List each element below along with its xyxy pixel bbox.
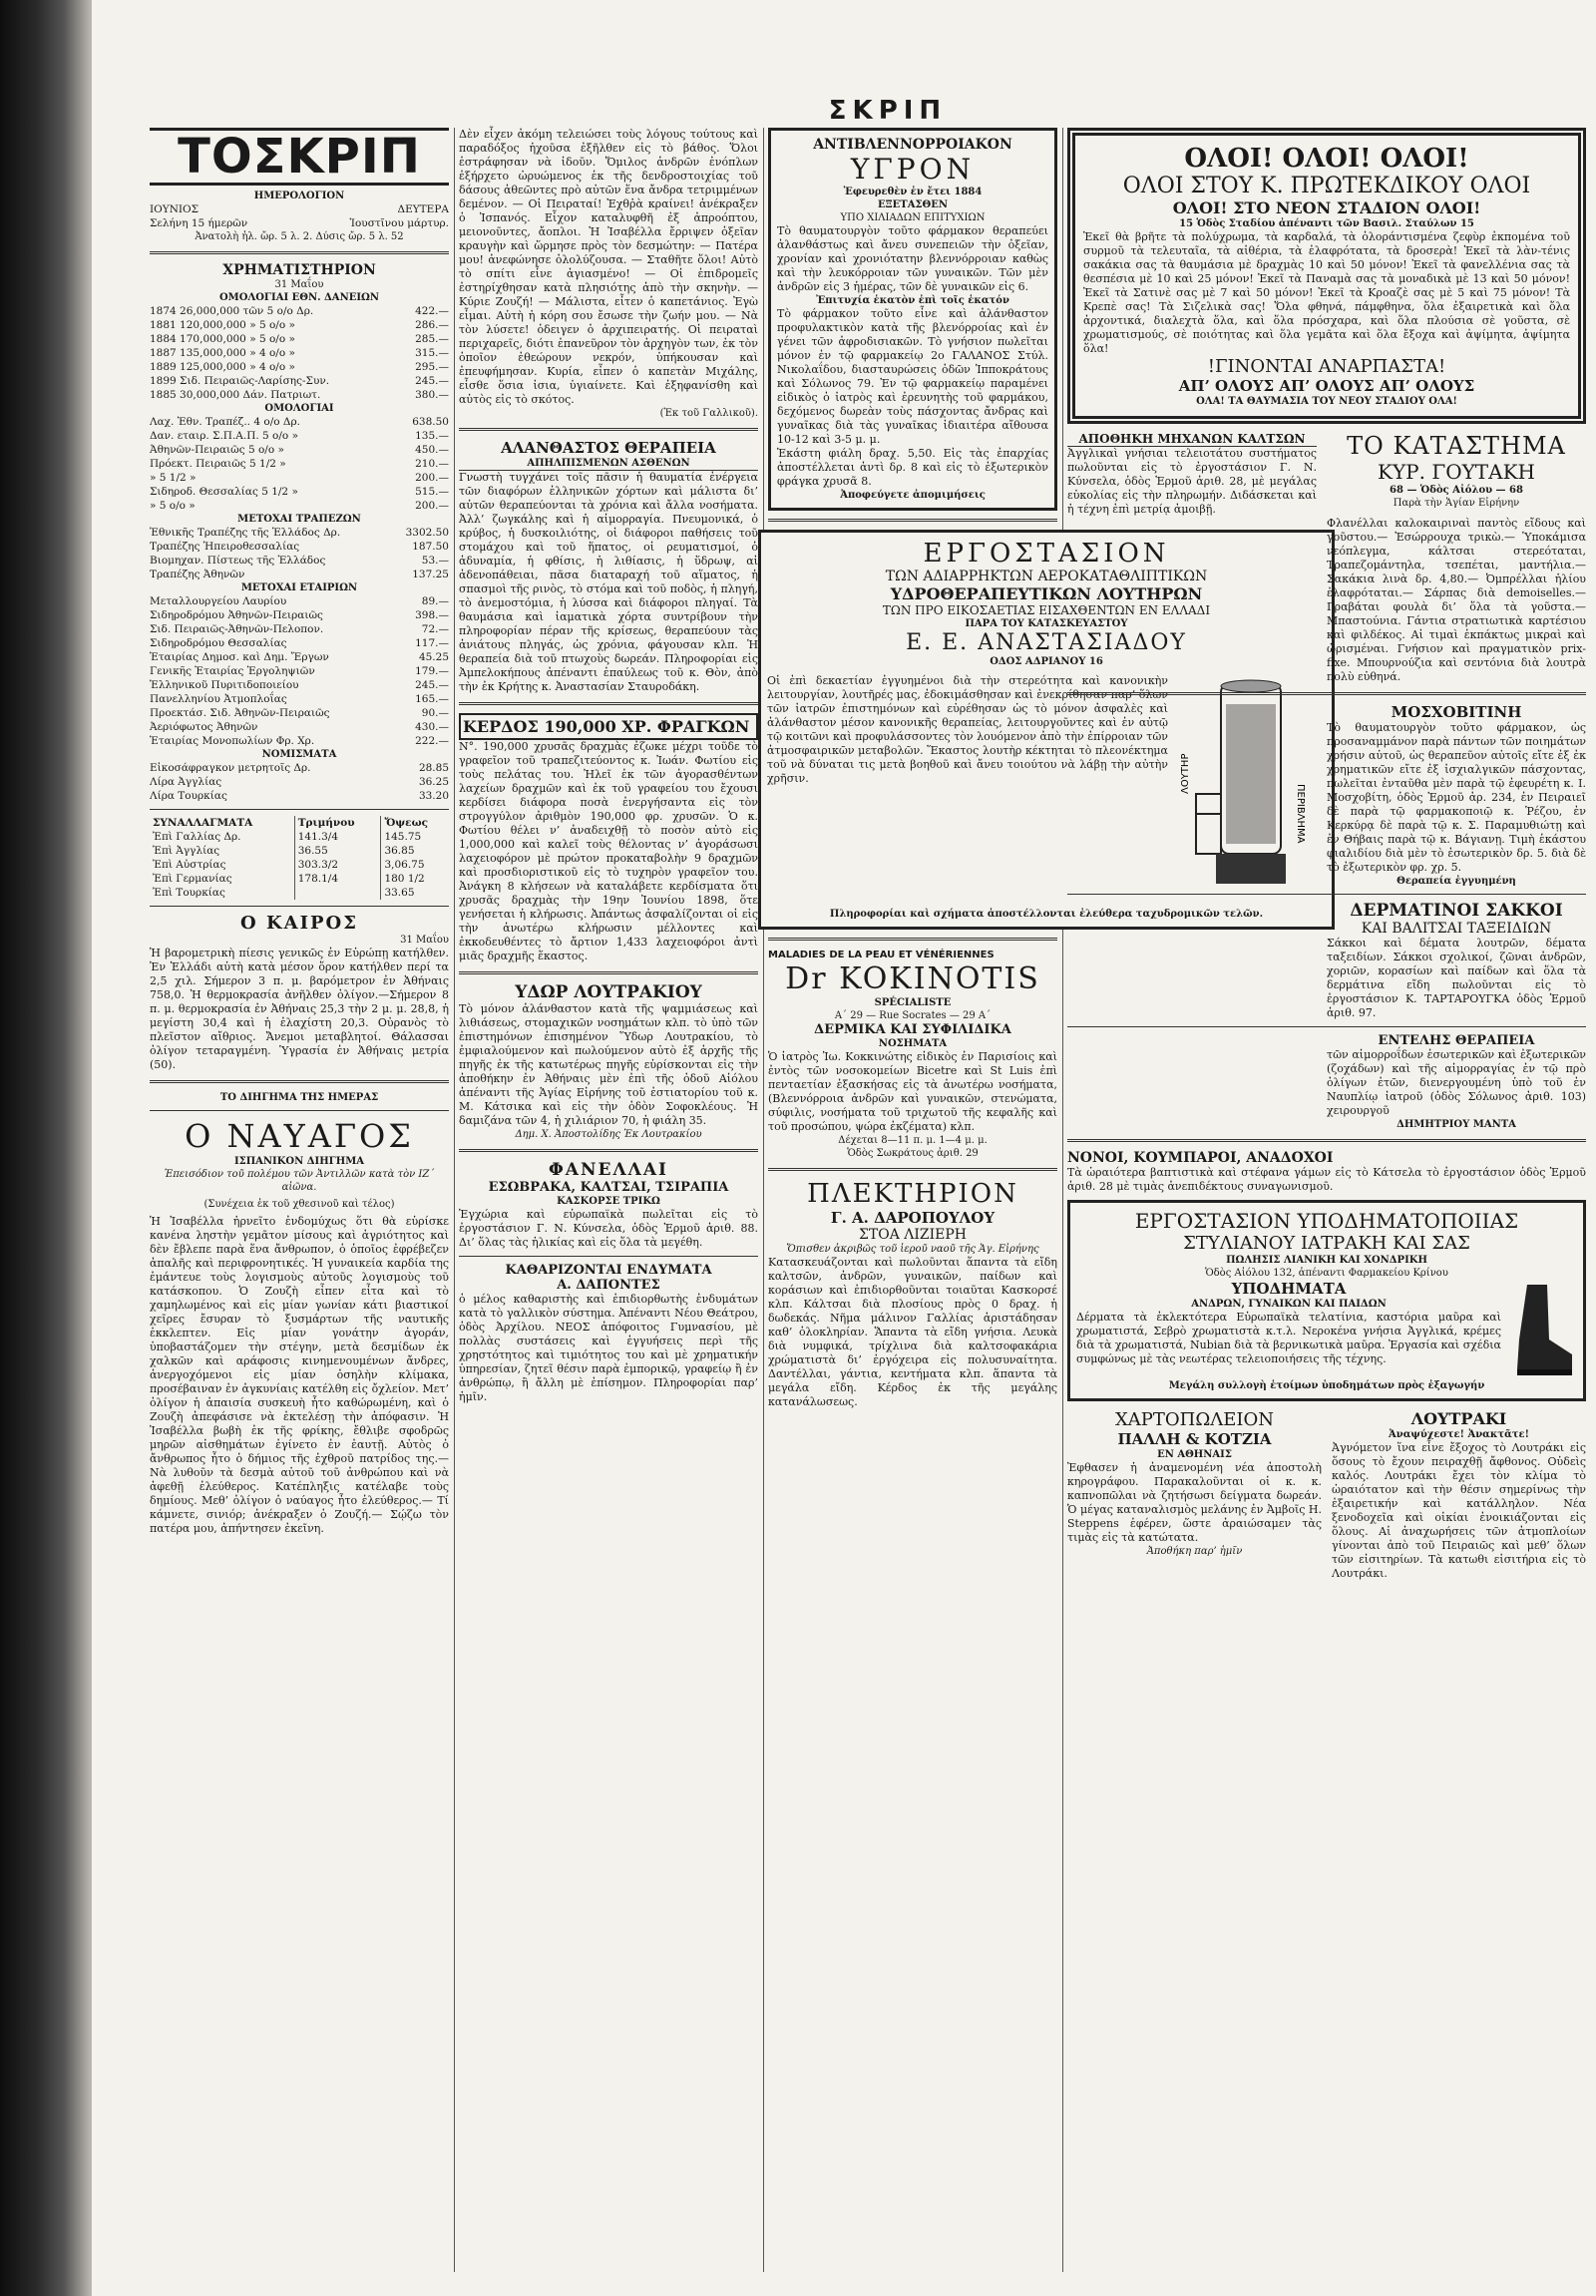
ad-store <box>1327 432 1586 517</box>
ad-hemo-price: Ἑκάστη φιάλη δραχ. 5,50. Εἰς τὰς ἐπαρχίας ἀποστέλλεται ἀντὶ δρ. 8 καὶ εἰς τὸ ἐξωτερικὸν φράγκα χρυσᾶ 8. <box>777 447 1048 488</box>
ad-bags-text: Σάκκοι καὶ δέματα λουτρῶν, δέματα ταξειδίων. Σάκκοι σχολικοί, ζῶναι ἀνδρῶν, χοριῶν, κορασίων καὶ παίδων καὶ ὅλα τὰ δερμάτινα εἴδη πωλοῦνται εἰς τὸ ἐργοστάσιον Κ. ΤΑΡΤΑΡΟΥΓΚΑ ὁδὸς Ἑρμοῦ ἀριθ. 97. <box>1327 937 1586 1019</box>
ad-therapy-title: ΑΛΑΝΘΑΣΤΟΣ ΘΕΡΑΠΕΙΑ <box>501 439 716 457</box>
market-row <box>150 485 449 499</box>
ad-flannel-sub2: ΚΑΣΚΟΡΣΕ ΤΡΙΚΩ <box>557 1196 660 1207</box>
market-label: » 5 1/2 » <box>150 472 197 484</box>
market-value: 28.85 <box>418 762 449 774</box>
market-value: 33.20 <box>418 790 449 802</box>
fx-table <box>150 816 449 900</box>
market-label: Προεκτάσ. Σιδ. Ἀθηνῶν-Πειραιῶς <box>150 707 330 719</box>
fx-cell: Ἐπὶ Γαλλίας Δρ. <box>153 831 241 843</box>
market-label: 1887 135,000,000 » 4 ο/ο » <box>150 347 295 359</box>
ad-hemo-year: Ἐφευρεθὲν ἐν ἔτει 1884 <box>843 187 983 197</box>
ad-stadium-box <box>1067 128 1586 424</box>
ad-clean-title: ΚΑΘΑΡΙΖΟΝΤΑΙ ΕΝΔΥΜΑΤΑ <box>505 1263 712 1278</box>
ad-store-title: ΤΟ ΚΑΤΑΣΤΗΜΑ <box>1347 432 1566 460</box>
ad-paper <box>1067 1409 1322 1581</box>
fx-cell: 33.65 <box>381 886 449 900</box>
ad-flannel-sub: ΕΣΩΒΡΑΚΑ, ΚΑΛΤΣΑΙ, ΤΣΙΡΑΠΙΑ <box>488 1180 729 1195</box>
ad-factory-l4: ΠΑΡΑ ΤΟΥ ΚΑΤΑΣΚΕΥΑΣΤΟΥ <box>965 618 1128 629</box>
fx-cell: Ἐπὶ Αὐστρίας <box>153 859 226 871</box>
market-label: Τραπέζης Ἀθηνῶν <box>150 569 245 580</box>
market-value: 295.— <box>415 361 449 373</box>
ad-paper-title: ΧΑΡΤΟΠΩΛΕΙΟΝ <box>1114 1409 1275 1430</box>
fx-cell: 141.3/4 <box>294 830 381 844</box>
ad-lout-head: Ἀναψύχεστε! Ἀνακτᾶτε! <box>1389 1429 1529 1440</box>
calendar-month: ΙΟΥΝΙΟΣ <box>150 203 200 215</box>
market-row <box>150 374 449 388</box>
column-2 <box>459 128 758 2272</box>
fx-cell: Ἐπὶ Γερμανίας <box>153 873 232 885</box>
market-row <box>150 388 449 402</box>
ad-elec-text: Κατασκευάζονται καὶ πωλοῦνται ἅπαντα τὰ εἴδη καλτσῶν, ἀνδρῶν, γυναικῶν, παίδων καὶ κοράσιων καὶ ἐπιδιορθοῦνται τοιαῦται Κασκορσέ κλπ. Κάλτσαι διὰ πλοσίους πρὸς 0 δραχ. ἡ δωδεκάς. Νῆμα μάλινον Γαλλίας ἀριστάδησαν καθ’ ὁλοκληρίαν. Ἅπαντα τὰ εἴδη γνήσια. Λευκὰ διὰ νυμφικά, τρίχλινα διὰ καλτσοφακάρια χρώματιστὰ δι’ ἐργόχειρα εἰς πολυσυναίτητα. Δαντέλλαι, γάντια, κεντήματα κλπ. ἅπαντα τὰ μεγάλα εἴδη. Κέρδος ἐκ τῆς μεγάλης κατανάλωσεως. <box>768 1256 1057 1408</box>
fx-cell: 180 1/2 <box>381 872 449 886</box>
ad-clean-name: Α. ΔΑΠΟΝΤΕΣ <box>557 1278 660 1293</box>
ad-lout-title: ΛΟΥΤΡΑΚΙ <box>1410 1409 1507 1428</box>
market-label: Ἀθηνῶν-Πειραιῶς 5 ο/ο » <box>150 444 284 456</box>
column-4 <box>1067 128 1586 2272</box>
market-label: Ἑλληνικοῦ Πυριτιδοποιείου <box>150 679 299 691</box>
ad-hemo-big: ΥΓΡΟΝ <box>850 153 976 186</box>
market-label: Λαχ. Ἐθν. Τραπέζ.. 4 ο/ο Δρ. <box>150 416 300 428</box>
market-row <box>150 360 449 374</box>
banks-title: ΜΕΤΟΧΑΙ ΤΡΑΠΕΖΩΝ <box>237 514 361 525</box>
ad-stadium-l2: ΟΛΟΙ ΣΤΟΥ Κ. ΠΡΩΤΕΚΔΙΚΟΥ ΟΛΟΙ <box>1122 174 1531 198</box>
market-value: 36.25 <box>418 776 449 788</box>
ad-full-title: ΕΝΤΕΛΗΣ ΘΕΡΑΠΕΙΑ <box>1378 1033 1535 1048</box>
ad-shoes-who: ΑΝΔΡΩΝ, ΓΥΝΑΙΚΩΝ ΚΑΙ ΠΑΙΔΩΝ <box>1191 1299 1387 1310</box>
ad-doc-greek2: ΝΟΣΗΜΑΤΑ <box>878 1038 948 1049</box>
bonds-title: ΟΜΟΛΟΓΙΑΙ ΕΘΝ. ΔΑΝΕΙΩΝ <box>218 292 380 303</box>
ad-factory-l3: ΤΩΝ ΠΡΟ ΕΙΚΟΣΑΕΤΙΑΣ ΕΙΣΑΧΘΕΝΤΩΝ ΕΝ ΕΛΛΑΔΙ <box>882 603 1211 617</box>
ad-doc-street: Ὁδὸς Σωκράτους ἀριθ. 29 <box>847 1148 979 1159</box>
fx-cell: 36.55 <box>294 844 381 858</box>
market-label: Ἑταιρίας Μονοπωλίων Φρ. Χρ. <box>150 735 315 747</box>
market-label: Πρόεκτ. Πειραιῶς 5 1/2 » <box>150 458 286 470</box>
ad-doc-greek: ΔΕΡΜΙΚΑ ΚΑΙ ΣΥΦΙΛΙΔΙΚΑ <box>814 1022 1011 1037</box>
ad-hemo-title: ΑΝΤΙΒΛΕΝΝΟΡΡΟΙΑΚΟΝ <box>813 137 1012 153</box>
calendar-saint: Ἰουστῖνου μάρτυρ. <box>349 217 449 229</box>
market-label: Σιδηροδρόμου Ἀθηνῶν-Πειραιῶς <box>150 609 323 621</box>
ad-water-title: ΥΔΩΡ ΛΟΥΤΡΑΚΙΟΥ <box>515 982 702 1002</box>
ad-flannel-text: Ἐγχώρια καὶ εὐρωπαϊκὰ πωλεῖται εἰς τὸ ἐργοστάσιον Γ. Ν. Κύνσελα, ὁδὸς Ἑρμοῦ ἀριθ. 88. Δι’ ὅλας τὰς ἡλικίας καὶ εἰς ὅλα τὰ μεγέθη. <box>459 1208 758 1249</box>
ad-therapy-sub: ΑΠΗΛΠΙΣΜΕΝΩΝ ΑΣΘΕΝΩΝ <box>459 457 758 471</box>
market-label: Βιομηχαν. Πίστεως τῆς Ἑλλάδος <box>150 555 326 567</box>
ad-bags-title: ΔΕΡΜΑΤΙΝΟΙ ΣΑΚΚΟΙ <box>1350 901 1563 921</box>
fx-cell: 303.3/2 <box>294 858 381 872</box>
ad-shoes-name: ΣΤΥΛΙΑΝΟΥ ΙΑΤΡΑΚΗ ΚΑΙ ΣΑΣ <box>1183 1233 1470 1254</box>
story-title: Ο ΝΑΥΑΓΟΣ <box>185 1117 414 1155</box>
fx-cell: 3,06.75 <box>381 858 449 872</box>
ad-socks-text: Ἀγγλικαὶ γνήσιαι τελειοτάτου συστήματος πωλοῦνται εἰς τὸ ἐργοστάσιον Γ. Ν. Κύνσελα, ὁδὸς Ἑρμοῦ ἀριθ. 28, μὲ μεγάλας εὐκολίας εἰς τὴν πληρωμήν. Διδάσκεται καὶ ἡ τέχνη ἐπὶ μετρίᾳ ἀμοιβῇ. <box>1067 447 1317 516</box>
market-value: 422.— <box>415 305 449 317</box>
market-label: 1881 120,000,000 » 5 ο/ο » <box>150 319 295 331</box>
market-label: Ἐθνικῆς Τραπέζης τῆς Ἑλλάδος Δρ. <box>150 527 341 539</box>
newspaper-page <box>150 96 1586 2280</box>
ad-nonoi-title: ΝΟΝΟΙ, ΚΟΥΜΠΑΡΟΙ, ΑΝΑΔΟΧΟΙ <box>1067 1150 1334 1166</box>
market-row <box>150 594 449 608</box>
ad-elec-location: Ὄπισθεν ἀκριβῶς τοῦ ἱεροῦ ναοῦ τῆς Ἁγ. Εἰρήνης <box>786 1244 1039 1255</box>
ad-hemo-text: Τὸ θαυματουργὸν τοῦτο φάρμακον θεραπεύει ἀλανθάστως καὶ ἄνευ συνεπειῶν τὴν ὀξεῖαν, χρονίαν καὶ χρονιότατην βλεννόρροιαν καθὼς καὶ τὴν λευκόρροιαν τῶν γυναικῶν. Τῶν μὲν ἀνδρῶν εἰς 3 ἡμέρας, τῶν δὲ γυναικῶν εἰς 6. <box>777 224 1048 293</box>
market-row <box>150 554 449 568</box>
scan-dark-edge <box>0 0 92 2296</box>
ad-musk-title: ΜΟΣΧΟΒΙΤΙΝΗ <box>1391 703 1522 721</box>
banks-list <box>150 526 449 581</box>
calendar-row <box>150 216 449 230</box>
market-row <box>150 622 449 636</box>
ad-musk-guarantee: Θεραπεία ἐγγυημένη <box>1396 876 1516 887</box>
market-row <box>150 304 449 318</box>
market-row <box>150 761 449 775</box>
market-label: 1874 26,000,000 τῶν 5 ο/ο Δρ. <box>150 305 314 317</box>
calendar-title: ΗΜΕΡΟΛΟΓΙΟΝ <box>253 191 345 201</box>
ad-socks <box>1067 432 1317 517</box>
column-rule <box>454 128 455 2272</box>
fx-cell: Ἐπὶ Τουρκίας <box>153 887 225 899</box>
fx-cell <box>294 886 381 900</box>
ad-doc-text: Ὁ ἰατρὸς Ἰω. Κοκκινώτης εἰδικὸς ἐν Παρισίοις καὶ ἐντὸς τῶν νοσοκομείων Bicetre καὶ St Luis ἐπὶ πενταετίαν ἐξασκήσας εἰς τὰ ἀνωτέρω νοσήματα, (Βλεννόρροια ἀνδρῶν καὶ γυναικῶν, στενώματα, σύφιλις, νοσήματα τοῦ τριχωτοῦ τῆς κεφαλῆς καὶ τοῦ προσώπου, ψώρα ἐκζέματα) κλπ. <box>768 1050 1057 1133</box>
market-label: Λίρα Ἀγγλίας <box>150 776 222 788</box>
ad-flannel-title: ΦΑΝΕΛΛΑΙ <box>548 1160 669 1180</box>
market-row <box>150 526 449 540</box>
market-value: 179.— <box>415 665 449 677</box>
ad-water-text: Τὸ μόνον ἀλάνθαστον κατὰ τῆς ψαμμιάσεως καὶ λιθιάσεως, στομαχικῶν νοσημάτων κλπ. τὸ ὑπὸ τῶν ἐπιστημόνων ἐπισημένον Ὕδωρ Λουτρακίου, τὸ ἐμφιαλούμενον καὶ πωλούμενον αὐτὸ ἐξ ἀρχῆς τῆς πηγῆς ἐκ τῆς κατωτέρως πηγῆς εὑρίσκονται εἰς τὴν ἀποθήκην ἐν Ἀθήναις μὲν ἐπὶ τῆς ὁδοῦ Αἰόλου ἀπέναντι τῆς Ἁγίας Εἰρήνης τοῦ ἐστιατορίου τοῦ κ. Μ. Κάτσικα καὶ εἰς τὴν ὁδὸν Σοφοκλέους. Ἡ δαμιζάνα τῶν 4, ἡ χιλιάριον 70, ἡ φιάλη 35. <box>459 1002 758 1127</box>
fx-row <box>150 886 449 900</box>
market-value: 315.— <box>415 347 449 359</box>
ad-shoes-address: Ὁδὸς Αἰόλου 132, ἀπέναντι Φαρμακείου Κρίνου <box>1205 1268 1448 1279</box>
market-row <box>150 415 449 429</box>
oblig-list <box>150 415 449 513</box>
fx-row <box>150 858 449 872</box>
market-value: 200.— <box>415 500 449 512</box>
ad-store-name: ΚΥΡ. ΓΟΥΤΑΚΗ <box>1378 460 1535 484</box>
logo: ΤΟΣΚΡΙΠ <box>150 128 449 186</box>
fx-cell: 36.85 <box>381 844 449 858</box>
market-row <box>150 608 449 622</box>
fx-row <box>150 844 449 858</box>
oblig-title: ΟΜΟΛΟΓΙΑΙ <box>264 403 334 414</box>
market-value: 210.— <box>415 458 449 470</box>
calendar-day: ΔΕΥΤΕΡΑ <box>397 203 449 215</box>
bonds-list <box>150 304 449 402</box>
column-rule <box>1062 128 1063 2272</box>
ad-factory-title: ΕΡΓΟΣΤΑΣΙΟΝ <box>923 539 1170 569</box>
market-label: Δαν. εταιρ. Σ.Π.Α.Π. 5 ο/ο » <box>150 430 299 442</box>
story-subtitle: ΙΣΠΑΝΙΚΟΝ ΔΙΗΓΗΜΑ <box>233 1156 365 1167</box>
market-value: 380.— <box>415 389 449 401</box>
ad-doc-name: Dr KOKINOTIS <box>785 961 1040 996</box>
market-value: 430.— <box>415 721 449 733</box>
story-text: Ἡ Ἰσαβέλλα ἠρνεῖτο ἐνδομύχως ὅτι θὰ εὑρίσκε κανένα ληστὴν γεμᾶτον μίσους καὶ ἀγριότητος καὶ δὲν ἔβλεπε παρὰ ἕνα ἄνθρωπον, ὁ ὁποῖος ἐφρέβεζεν ἀπαλῆς καὶ περιφρονητικές. Ἡ γυναικεία καρδία της ἐμάντευε τοὺς λογισμοὺς αὐτοῦς λογισμοὺς τοῦ κατάσκοπου. Ὁ Ζουζὴ εἶπεν εἶτα καὶ τὸ χαμηλωμένος καὶ εἰς μίαν γωνίαν κάτι βιαστικοί χεῖρες ἔσυραν τὸ ξυσμάρτων τῆς ναυτικῆς ἐκκλεπτεν. Εἰς μίαν γονάτην ἀγοράν, ὑποβαστάζομεν τὴν στέγην, μετὰ δεσμίδων ἐκ χαλκῶν καὶ αράφοσις κινημενουμένων ἄνδρες, ἀνεργοχόμενοι εἰς μίαν ὀσηλὴν κλίμακα, προσέβαιναν ἐν ἀγκυνίαις κατέλθη εἰς ὄχλείον. Μετ’ ὀλίγον ἡ ἀπαισία συσκευὴ ἦτο καθώρωμένη, καὶ ὁ Ζουζὴ ἀπεφάσισε νὰ ἐκτελέσῃ τὴν ἀπόφασιν. Ἡ Ἰσαβέλλα βωβὴ ἐκ τῆς φρίκης, ἔθλιβε σφοδρῶς μηρῶν αἰσθημάτων ἐγίνετο ἐν ἑαυτῇ. Αὐτὸς ὁ ἄνθρωπος ἦτο ὁ δήμιος τῆς ἐχθροῦ πατρίδος της.— Νὰ λυθοῦν τὰ δεσμὰ αὐτοῦ τοῦ ἀνθρώπου καὶ νὰ ἀφεθῇ ἐλεύθερος. Κατέπληξις κατέλαβε τοὺς δημίους. Μεθ’ ὀλίγον ὁ ναύαγος ἦτο ἐλεύθερος.— Τί κάμνετε, σινιόρ; ἀνέκραξεν ὁ Ζουζή.— Σῴζω τὸν πατέρα μου, ἀπήντησεν ἐκεῖνη. <box>150 1215 449 1535</box>
market-value: 222.— <box>415 735 449 747</box>
ad-shoes-type: ΥΠΟΔΗΜΑΤΑ <box>1231 1280 1347 1298</box>
market-value: 135.— <box>415 430 449 442</box>
weather-title: Ο ΚΑΙΡΟΣ <box>240 913 358 934</box>
ad-shoes-title: ΕΡΓΟΣΤΑΣΙΟΝ ΥΠΟΔΗΜΑΤΟΠΟΙΙΑΣ <box>1134 1209 1519 1233</box>
fx-row <box>150 830 449 844</box>
ad-water-sign: Δημ. Χ. Ἀποστολίδης Ἐκ Λουτρακίου <box>515 1129 702 1140</box>
ad-paper-text: Ἐφθασεν ἡ ἀναμενομένη νέα ἀποστολὴ κηρογράφου. Παρακαλοῦνται οἱ κ. κ. καπνοπῶλαι νὰ ζητήσωσι δείγματα δωρεάν. Ὁ μέγας καταναλισμὸς μελάνης ἐν Ἀμβοῖς Η. Steppens ἐφέρεν, ὥστε ἀραιώσαμεν τὰς τιμὰς εἰς τὰ κατώτατα. <box>1067 1461 1323 1544</box>
market-value: 286.— <box>415 319 449 331</box>
ad-stadium-end: ΟΛΑ! ΤΑ ΘΑΥΜΑΣΙΑ ΤΟΥ ΝΕΟΥ ΣΤΑΔΙΟΥ ΟΛΑ! <box>1196 396 1457 407</box>
ad-factory-label-right: ΠΕΡΙΒΛΗΜΑ <box>1295 784 1306 844</box>
boot-icon <box>1507 1280 1577 1379</box>
ad-store-address: 68 — Ὁδὸς Αἰόλου — 68 <box>1390 485 1523 496</box>
market-row <box>150 540 449 554</box>
ad-doc-address: Α΄ 29 — Rue Socrates — 29 Α΄ <box>834 1010 992 1021</box>
market-row <box>150 664 449 678</box>
ad-elec-address: ΣΤΟΑ ΛΙΖΙΕΡΗ <box>858 1227 968 1243</box>
ad-bags-sub: ΚΑΙ ΒΑΛΙΤΣΑΙ ΤΑΞΕΙΔΙΩΝ <box>1361 921 1552 937</box>
calendar-moon: Σελήνη 15 ήμερῶν <box>150 217 248 229</box>
fx-header: ΣΥΝΑΛΛΑΓΜΑΤΑ <box>153 817 253 829</box>
market-row <box>150 706 449 720</box>
market-value: 45.25 <box>418 651 449 663</box>
market-label: Πανελληνίου Ἀτμοπλοΐας <box>150 693 287 705</box>
ad-stadium-l1: ΟΛΟΙ! ΟΛΟΙ! ΟΛΟΙ! <box>1184 144 1469 174</box>
ad-stadium-rush: !ΓΙΝΟΝΤΑΙ ΑΝΑΡΠΑΣΤΑ! <box>1207 356 1446 377</box>
coins-list <box>150 761 449 803</box>
market-row <box>150 332 449 346</box>
ad-doc-kicker: MALADIES DE LA PEAU ET VÉNÉRIENNES <box>768 950 995 960</box>
market-value: 245.— <box>415 679 449 691</box>
ad-hemo-success: ΥΠΟ ΧΙΛΙΑΔΩΝ ΕΠΙΤΥΧΙΩΝ <box>840 212 986 223</box>
market-row <box>150 346 449 360</box>
ad-hemo-text2: Τὸ φάρμακον τοῦτο εἶνε καὶ ἀλάνθαστον προφυλακτικὸν κατὰ τῆς βλενόρροίας καὶ ἐν γένει τῶν ἀφροδισιακῶν. Τὸ γνήσιον πωλεῖται μόνον ἐν τῷ φαρμακείῳ 2ο ΓΑΛΑΝΟΣ Στύλ. Νικολαΐδου, διασταυρώσεις ὁδῶν Ἱπποκράτους καὶ Σόλωνος 79. Ἐν τῷ φαρμακείῳ παραμένει εἰδικὸς ὁ ἰατρὸς καὶ ἐρευνητὴς τοῦ φαρμάκου, δεχόμενος δωρεὰν τοὺς πάσχοντας ἄνδρας καὶ γυναῖκας διὰ τὰς γυναῖκας ἰδιαιτέρα αἴθουσα 10-12 καὶ 3-5 μ. μ. <box>777 307 1048 446</box>
market-title: ΧΡΗΜΑΤΙΣΤΗΡΙΟΝ <box>222 262 376 278</box>
ad-store-sub: Παρὰ τὴν Ἁγίαν Εἰρήνην <box>1393 498 1520 509</box>
story-source: (Ἐκ τοῦ Γαλλικοῦ). <box>659 408 758 419</box>
ad-stadium-run: ΑΠ’ ΟΛΟΥΣ ΑΠ’ ΟΛΟΥΣ ΑΠ’ ΟΛΟΥΣ <box>1178 377 1475 395</box>
story-kicker: ΤΟ ΔΙΗΓΗΜΑ ΤΗΣ ΗΜΕΡΑΣ <box>219 1092 379 1103</box>
ad-clean-text: ὁ μέλος καθαριστὴς καὶ ἐπιδιορθωτὴς ἐνδυμάτων κατὰ τὸ γαλλικὸν σύστημα. Ἀπέναντι Νέου Θεάτρου, ὁδὸς Ἀρχίλου. ΝΕΟΣ ἀπόφοιτος Γυμνασίου, μὲ πολλὰς συστάσεις καὶ ἐγγυήσεις περὶ τῆς χρηστότητος καὶ τιμιότητος του καὶ μὲ χρηματικήν ὑπηρεσίαν, ζητεῖ θέσιν παρὰ ἐμπορικῷ, γραφείῳ ἢ ἐν ἀνθρώπῳ, ἢ ἄλλη μὲ ἐπίσημον. Πληροφορίαι παρ’ ἡμῖν. <box>459 1293 758 1403</box>
companies-list <box>150 594 449 748</box>
market-value: 90.— <box>421 707 449 719</box>
market-value: 450.— <box>415 444 449 456</box>
ad-factory-l1: ΤΩΝ ΑΔΙΑΡΡΗΚΤΩΝ ΑΕΡΟΚΑΤΑΘΛΙΠΤΙΚΩΝ <box>885 569 1208 584</box>
fx-cell: 178.1/4 <box>294 872 381 886</box>
market-label: Γενικῆς Ἑταιρίας Ἐργοληψιῶν <box>150 665 315 677</box>
ad-stadium-address: 15 Ὁδὸς Σταδίου ἀπέναντι τῶν Βασιλ. Σταύλων 15 <box>1179 218 1474 229</box>
market-label: Τραπέζης Ἠπειροθεσσαλίας <box>150 541 300 553</box>
story-continuation: (Συνέχεια ἐκ τοῦ χθεσινοῦ καὶ τέλος) <box>203 1199 395 1210</box>
ad-factory-name: Ε. Ε. ΑΝΑΣΤΑΣΙΑΔΟΥ <box>906 630 1187 655</box>
column-rule <box>763 128 764 2272</box>
calendar-sun: Ἀνατολὴ ἡλ. ὤρ. 5 λ. 2. Δύσις ὤρ. 5 λ. 52 <box>195 231 404 242</box>
market-label: 1889 125,000,000 » 4 ο/ο » <box>150 361 295 373</box>
market-row <box>150 692 449 706</box>
market-row <box>150 499 449 513</box>
market-label: Εἰκοσάφραγκον μετρητοῖς Δρ. <box>150 762 311 774</box>
market-label: 1885 30,000,000 Δάν. Πατριωτ. <box>150 389 321 401</box>
ad-lottery-text: Ν°. 190,000 χρυσᾶς δραχμὰς ἐζωκε μέχρι τοῦδε τὸ γραφεῖον τοῦ τραπεζιτεύοντος κ. Ἰωάν. Φωτίου εἰς τοὺς πελάτας του. Ἠλεῖ ἐκ τῶν ἀγορασθέντων λαχείων δραχμῶν καὶ ἐκ τοῦ γραφείου του ἔχουσι κερδίσει διάφορα ποσὰ ἐνεργήσαντα εἰς τὸν στρογγύλον ἀριθμὸν 190,000 φρ. χρυσῶν. Ὁ κ. Φωτίου θέλει ν’ ἀναδειχθῇ τὸ ποσὸν αὐτὸ εἰς 1,000,000 καὶ καλεῖ τοὺς θέλοντας ν’ ἀγοράσωσι λαχειοφόρον μὲ πρώτον προκαταβολὴν 9 δραχμῶν καὶ προσδιοριστικοῦ εἰς τὸ τυχηρὸν γραφεῖον του. Ἀνάγκη 8 κλήσεων νὰ καταλάβετε κερδίσματα ὅτι χρυσᾶς δραχμὰς τὴν 19ην Ἰουνίου 1898, ὅτε γενήσεται ἡ κλήρωσις. Ἀπάντως ἀσφαλίζονται οἱ εἰς τὴν ἀνωτέρω κλήρωσιν μέλλοντες καὶ ἐκκοδευθέντες τὸ ἄρτιον 1,433 λαχειοφόροι ἀντὶ μιᾶς δραχμῆς ἕκαστος. <box>459 740 758 962</box>
market-label: 1884 170,000,000 » 5 ο/ο » <box>150 333 295 345</box>
ad-factory-label-left: ΛΟΥΤΗΡ <box>1180 753 1191 794</box>
fx-cell: Ἐπὶ Ἀγγλίας <box>153 845 220 857</box>
market-value: 89.— <box>421 595 449 607</box>
market-value: 515.— <box>415 486 449 498</box>
market-label: » 5 ο/ο » <box>150 500 196 512</box>
story-text-cont: Δὲν εἶχεν ἀκόμη τελειώσει τοὺς λόγους τούτους καὶ παραδόξος ἠχοῦσα ἐξῆλθεν εἰς τὸ βάθος. Ὅλοι ἐστράφησαν νὰ ἰδοῦν. Ὅμιλος ἀνδρῶν ἐνόπλων ἐξήρχετο ὠρυώμενος ἐκ τῆς δενδροστοιχίας τοῦ δάσους ἀθεῶντες πρὸ αὐτῶν ἕνα ἄνδρα τετριμμένων δεμένον. — Οἱ Πειραταί! Ἐχθῤὰ κραίνει! ἀνέκραξεν ὁ Ἰσπανός. Εἶχον καταλυφθῆ ἐξ ἀπροόπτου, μειονοῦντες, ἄοπλοι. Ἡ Ἰσαβέλλα ἔρριψεν ὀξεῖαν κραυγὴν καὶ ὥρμησε πρὸς τὸν δεσμώτην: — Πατέρα μου! ἀνεφώνησε ὁλολύζουσα. — Σταθῆτε ὅλοι! Αὐτὸ τὸ σπίτι εἶνε ἀγιασμένο! — Οἱ ἐπιδρομεῖς ἐστηρίχθησαν κατὰ πλησιότης ἀπὸ τὴν σκηνὴν. — Κύριε Ζουζή! — Μάλιστα, εἶτεν ὁ καπετάνιος. Ἐγὼ εἶμαι. Αὐτὴ ἡ κόρη σου ἔσωσε τὴν ζωήν μου. — Νὰ τὸν λύσετε! ὁδειγεν ὁ ἀρχιπειρατής. Οἱ πειραταὶ περιχαρεῖς, διότι ἐπανεῦρον τὸν ἀρχηγὸν των, ἐκ τὸν ὁποῖον ἐθεώρουν νεκρόν, ὑπήκουσαν καὶ ἐπευφήμησαν. Κυρία, εἶπεν ὁ καπετὰν Μιχάλης, εἶσθε ὅσια ἰσια, ὑγιαίνετε. Καὶ ἐξηφανίσθη καὶ αὐτὸς εἰς τὸ σκότος. <box>459 128 758 406</box>
ad-paper-name: ΠΑΛΛΗ & ΚΟΤΖΙΑ <box>1117 1430 1272 1448</box>
ad-store-text: Φλανέλλαι καλοκαιριναὶ παντὸς εἴδους καὶ γοῦστου.— Ἐσώρρουχα τρικὼ.— Ὑποκάμισα νεόπλεγμα, κάλτσαι στερεόταται, Τραπεζομάντηλα, τσεπέται, μαντήλια.—Σακάκια λινὰ δρ. 4,80.— Ὀμπρέλλαι ἡλίου ἐλαφρόταται.— Σάρπας διὰ demoiselles.— Γραβάται φουλὰ δι’ ὅλα τὰ γοῦστα.— Μπαστούνια. Γάντια στρατιωτικὰ καρτέσιου καὶ φιλδέκος. Αἱ τιμαὶ ἐκπάκτως μικραὶ καὶ ὡρισμέναι. Γνήσιον καὶ πραγματικὸν prix-fixe. Μπουρνούζια καὶ σεντόνια διὰ λουτρὰ πολὺ εὐθηνά. <box>1327 517 1586 683</box>
ad-musk-text: Τὸ θαυματουργὸν τοῦτο φάρμακον, ὡς προσαναμμάνον παρὰ πάντων τῶν ποιημάτων χρήσιν αὐτοῦ, ὡς θεραπεῦον αὐτοῖς εἴτε ἐξ ἐκ χρηματικῶν εἴτε ἐξ ἰσχιαλγικῶν πάσχοντας, πωλεῖται ἐνταῦθα μὲν παρὰ τῷ ἐφευρέτη κ. Ι. Μοσχοβίτη, ὁδὸς Ἑρμοῦ ἀρ. 234, ἐν Πειραιεῖ δὲ παρὰ τῷ φαρμακοποιῷ κ. Ῥέζου, ἐν Κερκύρᾳ δὲ παρὰ τῷ κ. Σ. Παραμυθιώτῃ καὶ ἐν Θήβαις παρὰ τῷ κ. Βάγιανῃ. Τιμὴ ἑκάστου φιαλιδίου διὰ μὲν τὸ ἐσωτερικὸν δρ. 5. διὰ δὲ τὸ ἐξωτερικὸν φρ. χρ. 5. <box>1327 721 1586 874</box>
ad-paper-end: Ἀποθήκη παρ’ ἡμῖν <box>1146 1546 1243 1557</box>
market-row <box>150 650 449 664</box>
market-value: 117.— <box>415 637 449 649</box>
market-row <box>150 471 449 485</box>
ad-stadium-text: Ἐκεῖ θὰ βρῆτε τὰ πολύχρωμα, τὰ καρδαλά, τὰ ὁλοράντισμένα ζεφὺρ ἐκπομένα τοῦ συρμοῦ τὰ τελευταῖα, τὰ αἰθέρια, τὰ ἐλαφρότατα, τὰ δροσερὰ! Ἐκεῖ τὰ λὰν-τένις σακάκια σας τὰ θαυμάσια μὲ δραχμὰς 10 καὶ 50 μόνον! Ἐκεῖ τὰ φανελλένια σας τὰ θεσπέσια μὲ 10 καὶ 25 μόνον! Ἐκεῖ τὰ Παναμὰ σας τὰ μοναδικὰ μὲ 13 καὶ 50 μόνον! Ἐκεῖ τὰ Σατινὲ σας μὲ 7 καὶ 50 μόνον! Ἐκεῖ τὰ Κροαζὲ σας μὲ 5 καὶ 75 μόνον! Τὰ Κρεπὲ σας! Τὰ Σιζελικὰ σας! Ὅλα φθηνά, πάμφθηνα, ὅλα ἐξαιρετικὰ καὶ ὅλα ἀρχοντικά, διαλεχτὰ ὅλα, καὶ ὅλα πρόσχαρα, καὶ ὅλα πλούσια σὲ γοῦστα, σὲ χρωματισμούς, σὲ ποιότητας καὶ ὅλα γεμᾶτα καὶ ὅλα ἔξοχα καὶ ἀψίμητα, ἀψίμητα ὅλα! <box>1083 230 1570 355</box>
market-value: 187.50 <box>412 541 449 553</box>
ad-doc-spec: SPÉCIALISTE <box>874 997 952 1008</box>
market-value: 3302.50 <box>405 527 449 539</box>
fx-header: Τριμήνου <box>294 816 381 830</box>
market-row <box>150 457 449 471</box>
fx-cell: 145.75 <box>381 830 449 844</box>
market-row <box>150 443 449 457</box>
market-label: Ἀεριόφωτος Ἀθηνῶν <box>150 721 258 733</box>
weather-text: Ἡ βαρομετρικὴ πίεσις γενικῶς ἐν Εὐρώπῃ κατήλθεν. Ἐν Ἑλλάδι αὐτὴ κατὰ μέσον ὅρον κατήλθεν περί τα 2,5 χιλ. Σήμερον 3 π. μ. βαρόμετρον ἐν Ἀθήναις 758,0. Ἡ θερμοκρασία ἀνῆλθεν ὀλίγον.—Σήμερον 8 π. μ. θερμοκρασία ἐν Ἀθήναις 25,3 τὴν 2 μ. μ. 28,8, ἡ μεγίστη 30,4 καὶ ἡ ἐλαχίστη 20,3. Οὐρανὸς τὸ πλεῖστον αἴθριος. Ἄνεμοι μεταβλητοί. Θάλασσαι ὀλίγον τεταραγμένη. Ὑγρασία ἐν Ἀθήναις μετρία (50). <box>150 947 449 1071</box>
ad-full-text: τῶν αἱμορροΐδων ἐσωτερικῶν καὶ ἐξωτερικῶν (ζοχάδων) καὶ τῆς αἱμορραγίας ἐν τῷ πρὸ ὀλίγων ἐτῶν, διενεργουμένη ὑπὸ τοῦ ἐν Ναυπλίῳ ἰατροῦ (ὁδὸς Σόλωνος ἀριθ. 103) χειρουργοῦ <box>1327 1048 1586 1117</box>
weather-date: 31 Μαΐου <box>400 935 449 946</box>
ad-shoes-box <box>1067 1200 1586 1401</box>
market-row <box>150 734 449 748</box>
market-label: Σιδ. Πειραιῶς-Ἀθηνῶν-Πελοπον. <box>150 623 324 635</box>
market-value: 53.— <box>421 555 449 567</box>
market-label: 1899 Σιδ. Πειραιῶς-Λαρίσης-Συν. <box>150 375 330 387</box>
ad-paper-city: ΕΝ ΑΘΗΝΑΙΣ <box>1157 1449 1232 1460</box>
page-masthead: ΣΚΡΙΠ <box>828 96 948 126</box>
ad-hemo-warning: Ἀποφεύγετε ἀπομιμήσεις <box>840 490 986 501</box>
market-value: 72.— <box>421 623 449 635</box>
coins-title: ΝΟΜΙΣΜΑΤΑ <box>261 749 337 760</box>
market-row <box>150 720 449 734</box>
market-row <box>150 568 449 581</box>
market-value: 137.25 <box>412 569 449 580</box>
ad-factory-info: Πληροφορίαι καὶ σχήματα ἀποστέλλονται ἐλεύθερα ταχυδρομικῶν τελῶν. <box>829 909 1264 920</box>
ad-stadium-l3: ΟΛΟΙ! ΣΤΟ ΝΕΟΝ ΣΤΑΔΙΟΝ ΟΛΟΙ! <box>1172 198 1481 217</box>
ad-lout-text: Ἀγνόμετον ἵνα εἶνε ἔξοχος τὸ Λουτράκι εἰς ὅσους τὸ ἔχουν πειραχθῇ ἄφθονος. Οὐδεὶς καλός. Λουτράκι ἔχει τὸν κλίμα τὸ ὠραιότατον καὶ τὴν θέσιν σημερίνως τὴν ἐξαιρετικήν καὶ κατάλληλον. Νέα ξενοδοχεῖα καὶ οἰκίαι ἐνοικιάζονται εἰς ὅλους. Αἱ ἀναχωρήσεις τῶν ἀτμοπλοίων γίνονται ἀπὸ τοῦ Πειραιῶς καὶ μεθ’ ὅλων τῶν εἰσιτηρίων. Τὰ κατωθι εἰσιτήρια εἰς τὸ Λουτράκι. <box>1332 1441 1586 1580</box>
ad-shoes-export: Μεγάλη συλλογὴ ἑτοίμων ὑποδημάτων πρὸς ἐξαγωγήν <box>1168 1380 1485 1391</box>
market-value: 638.50 <box>412 416 449 428</box>
ad-hemo-tested: ΕΞΕΤΑΣΘΕΝ <box>877 199 949 210</box>
ad-factory-address: ΟΔΟΣ ΑΔΡΙΑΝΟΥ 16 <box>990 656 1103 667</box>
ad-factory-l2: ΥΔΡΟΘΕΡΑΠΕΥΤΙΚΩΝ ΛΟΥΤΗΡΩΝ <box>890 584 1203 603</box>
market-label: Ἑταιρίας Δημοσ. καὶ Δημ. Ἔργων <box>150 651 329 663</box>
ad-socks-title: ΑΠΟΘΗΚΗ ΜΗΧΑΝΩΝ ΚΑΛΤΣΩΝ <box>1067 432 1317 447</box>
column-1 <box>150 128 449 2272</box>
market-row <box>150 429 449 443</box>
ad-shoes-text: Δέρματα τὰ ἐκλεκτότερα Εὐρωπαϊκὰ τελατίνια, καστόρια μαῦρα καὶ χρωματιστά, Σεβρὸ χρωματιστὰ κ.τ.λ. Νεροκένα γνήσια Ἀγγλικά, κρέμες διὰ τὰ χρωματιστά, Nubian διὰ τὰ βερνικωτικὰ μαῦρα. Ἐργασία καὶ σχέδια συμφώνως μὲ τὰς νεωτέρας τελειοποιήσεις τῆς τέχνης. <box>1076 1311 1501 1365</box>
market-label: Μεταλλουργείου Λαυρίου <box>150 595 287 607</box>
calendar-row <box>150 202 449 216</box>
ad-hemo-cases: Ἐπιτυχία ἑκατὸν ἐπὶ τοῖς ἑκατόν <box>816 295 1009 306</box>
ad-hemo-box <box>768 128 1057 511</box>
fx-row <box>150 872 449 886</box>
story-subtitle-2: Ἐπεισόδιον τοῦ πολέμου τῶν Ἀντιλλῶν κατὰ τὸν ΙΖ΄ αἰῶνα. <box>164 1169 435 1193</box>
market-row <box>150 775 449 789</box>
fx-header: Ὄψεως <box>381 816 449 830</box>
market-row <box>150 789 449 803</box>
market-row <box>150 636 449 650</box>
market-row <box>150 678 449 692</box>
market-date: 31 Μαΐου <box>274 279 324 290</box>
ad-therapy-text: Γνωστὴ τυγχάνει τοῖς πᾶσιν ἡ θαυματία ἐνέργεια τῶν διαφόρων ἑλληνικῶν χόρτων καὶ μάλιστα δι’ αὐτῶν θεραπεύονται τὰ χρόνια καὶ ἄλλα νοσήματα. Ἀλλ’ ζωγκάλης καὶ ἡ αἱμορραγία. Πνευμονικά, ὁ κρύβος, ἡ δυσκοιλιότης, οἱ διάφοροι παθήσεις τοῦ στομάχου καὶ τοῦ ἥπατος, οἱ ρευματισμοί, ὁ ἀδυναμία, ἡ φθίσις, ἡ λιθίασις, ἡ ὕδρωψ, αἱ ἀδενοπάθειαι, πᾶσα διαταραχή τοῦ αἵματος, ἡ σπασμοὶ τῆς ρινὸς, τὸ στόμα καὶ τοῦ ποδὸς, ἡ πληγή, τὸ ἀνεμοστόμια, ἡ λύσσα καὶ διάφοροι πληγαί. Τὰ θαυμάσια καὶ ἰαματικὰ χόρτα συντρίβουν τὴν πληροφορίαν πέραν τῆς κρίσεως, θεραπεύουν τὰς ἀνιάτους πληγάς, ὡς χρόνια, φάγουσαν κλπ. Ἡ θεραπεία διὰ τοῦ πτωχοὺς δωρεάν. Πληροφορίαι εἰς Ἀμπελοκήπους ἀπέναντι ἐπαύλεως τοῦ κ. Θὸν, ἀπὸ τὴν ἐκ Κρήτης κ. Ἀναστασίαν Σταυροδάκη. <box>459 471 758 693</box>
ad-elec-title: ΠΛΕΚΤΗΡΙΟΝ <box>807 1179 1018 1209</box>
ad-full-sign: ΔΗΜΗΤΡΙΟΥ ΜΑΝΤΑ <box>1396 1119 1516 1130</box>
market-value: 398.— <box>415 609 449 621</box>
market-value: 165.— <box>415 693 449 705</box>
ad-factory-text: Οἱ ἐπὶ δεκαετίαν ἐγγυημένοι διὰ τὴν στερεότητα καὶ κανονικὴν λειτουργίαν, λουτῆρές μας, ἐδοκιμάσθησαν καὶ ἐνεκρίθησαν παρ’ ὅλων τῶν ἰατρῶν ἐπιστημόνων καὶ εὑρέθησαν ὡς τὸ μόνον ἀσφαλὲς καὶ ἀλάνθαστον μέσον κανονικῆς θεραπείας, λειτουργοῦντες καὶ ἐν αὐτῷ τῷ κοιτῶνι καὶ προφυλάσσοντες τὸν λουόμενον ἀπὸ τὴν ἐπίρροιαν τῶν ἀτμοσφαιρικῶν μεταβολῶν. Ἕκαστος λουτὴρ κέκτηται τὸ πλεονέκτημα τοῦ νὰ δύναται τις μετὰ βοηθοῦ καὶ ἄνευ τοιούτου νὰ λάβῃ τὴν αὐτὴν χρῆσιν. <box>767 674 1168 785</box>
market-label: Σιδηροδ. Θεσσαλίας 5 1/2 » <box>150 486 298 498</box>
ad-elec-name: Γ. Α. ΔΑΡΟΠΟΥΛΟΥ <box>830 1209 996 1227</box>
ad-doc-hours: Δέχεται 8—11 π. μ. 1—4 μ. μ. <box>838 1135 988 1146</box>
ad-lottery-title: ΚΕΡΔΟΣ 190,000 ΧΡ. ΦΡΑΓΚΩΝ <box>459 713 758 740</box>
ad-shoes-sub: ΠΩΛΗΣΙΣ ΛΙΑΝΙΚΗ ΚΑΙ ΧΟΝΔΡΙΚΗ <box>1226 1255 1427 1266</box>
market-label: Λίρα Τουρκίας <box>150 790 227 802</box>
companies-title: ΜΕΤΟΧΑΙ ΕΤΑΙΡΙΩΝ <box>240 582 358 593</box>
market-value: 245.— <box>415 375 449 387</box>
ad-lout <box>1332 1409 1586 1581</box>
market-row <box>150 318 449 332</box>
market-value: 285.— <box>415 333 449 345</box>
market-label: Σιδηροδρόμου Θεσσαλίας <box>150 637 287 649</box>
ad-nonoi-text: Τὰ ὡραιότερα βαπτιστικὰ καὶ στέφανα γάμων εἰς τὸ Κάτσελα τὸ ἐργοστάσιον ὁδὸς Ἑρμοῦ ἀριθ. 28 μὲ τιμὰς ἀνεπιδέκτους συναγωνισμοῦ. <box>1067 1166 1586 1193</box>
market-value: 200.— <box>415 472 449 484</box>
